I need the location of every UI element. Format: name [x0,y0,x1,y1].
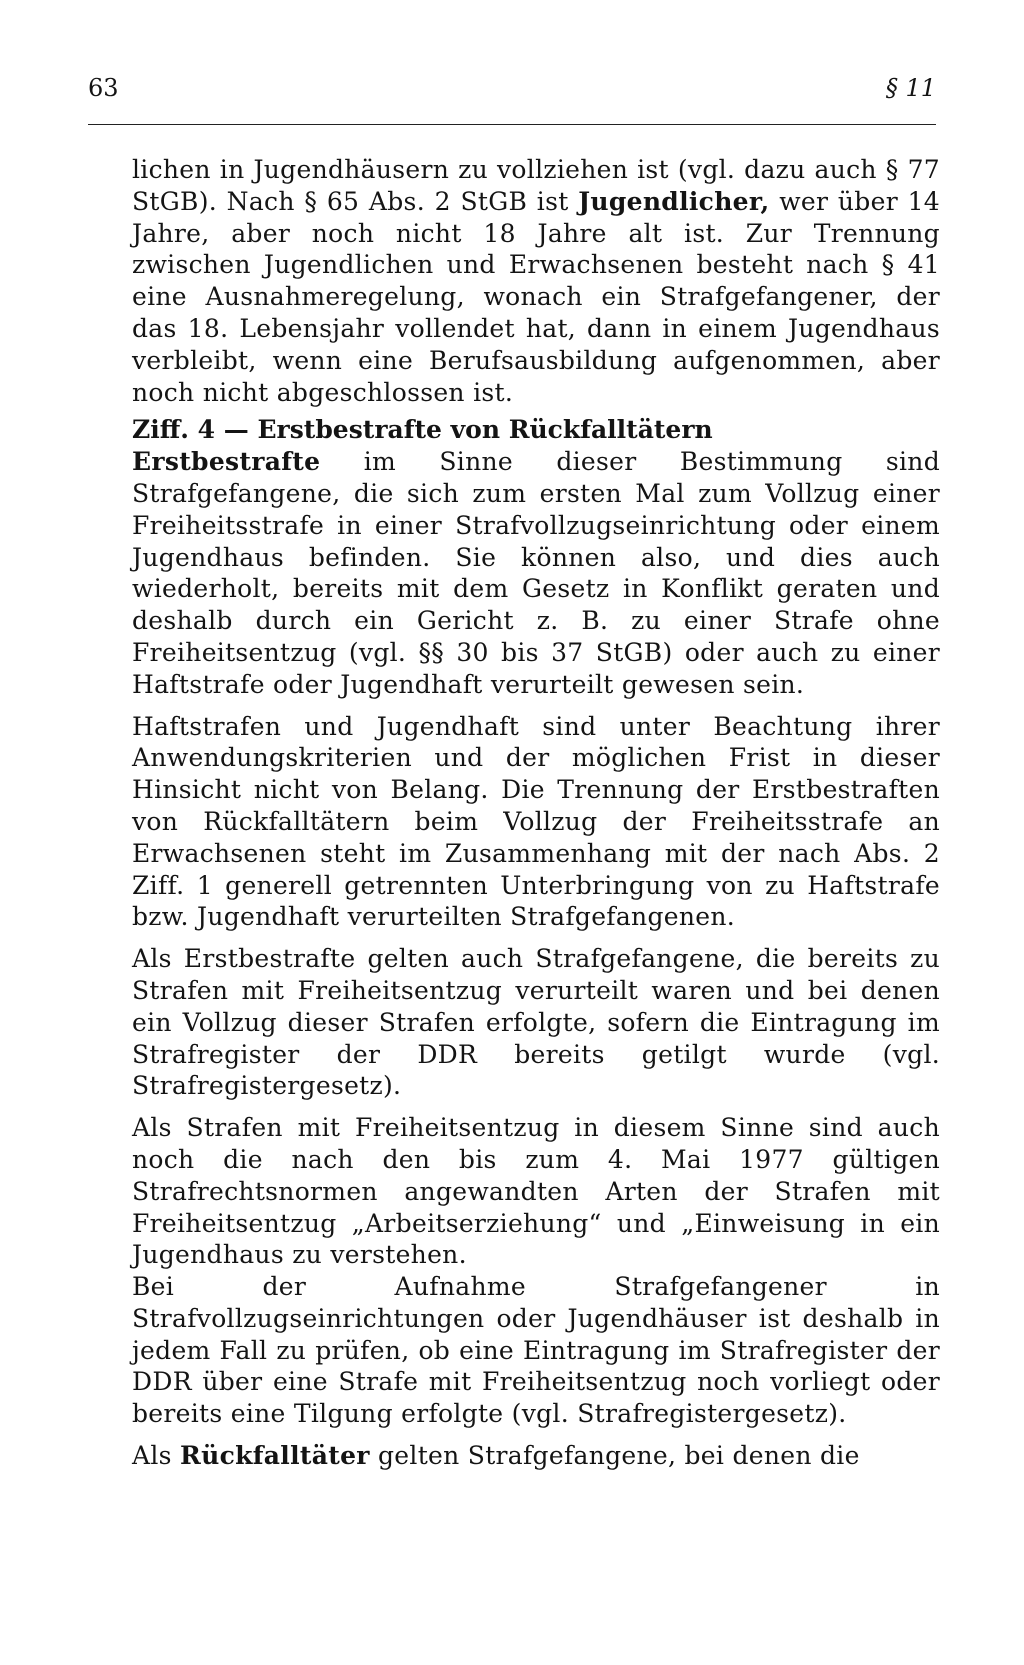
paragraph-text: wer über 14 Jahre, aber noch nicht 18 Jahre alt ist. Zur Trennung zwischen Jugendlichen und Erwachsenen besteht nach § 41 eine Ausnahmeregelung, wonach ein Strafgefangener, der das 18. Lebensjahr vollendet hat, dann in einem Jugendhaus verbleibt, wenn eine Berufsausbildung aufgenommen, aber noch nicht abgeschlossen ist. [132,186,940,407]
paragraph-jugendliche [132,154,940,408]
paragraph-text: im Sinne dieser Bestimmung sind Strafgefangene, die sich zum ersten Mal zum Vollzug einer Freiheitsstrafe in einer Strafvollzugseinrichtung oder einem Jugendhaus befinden. Sie können also, und dies auch wiederholt, bereits mit dem Gesetz in Konflikt geraten und deshalb durch ein Gericht z. B. zu einer Strafe ohne Freiheitsentzug (vgl. §§ 30 bis 37 StGB) oder auch zu einer Haftstrafe oder Jugendhaft verurteilt gewesen sein. [132,447,940,699]
term-erstbestrafte: Erstbestrafte [132,447,321,477]
paragraph-text: gelten Strafgefangene, bei denen die [369,1441,860,1471]
paragraph-haftstrafen: Haftstrafen und Jugendhaft sind unter Beachtung ihrer Anwendungskriterien und der möglichen Frist in dieser Hinsicht nicht von Belang. Die Trennung der Erstbestraften von Rückfalltätern beim Vollzug der Freiheitsstrafe an Erwachsenen steht im Zusammenhang mit der nach Abs. 2 Ziff. 1 generell getrennten Unterbringung von zu Haftstrafe bzw. Jugendhaft verurteilten Strafgefangenen. [132,711,940,932]
paragraph-text: Als [132,1441,181,1471]
paragraph-als-erstbestrafte: Als Erstbestrafte gelten auch Strafgefangene, die bereits zu Strafen mit Freiheitsentzug verurteilt waren und bei denen ein Vollzug dieser Strafen erfolgte, sofern die Eintragung im Strafregister der DDR bereits getilgt wurde (vgl. Strafregistergesetz). [132,944,940,1101]
term-jugendlicher: Jugendlicher, [578,186,770,216]
paragraph-text: lichen in Jugendhäusern zu vollziehen ist (vgl. dazu auch § 77 StGB). Nach § 65 Abs. 2 StGB ist [132,155,940,216]
section-mark: § 11 [885,74,936,102]
paragraph-erstbestrafte [132,446,940,700]
section-heading: Ziff. 4 — Erstbestrafte von Rückfalltätern [132,415,713,445]
paragraph-strafen-mit-freiheitsentzug: Als Strafen mit Freiheitsentzug in diesem Sinne sind auch noch die nach den bis zum 4. Mai 1977 gültigen Strafrechtsnormen angewandten Arten der Strafen mit Freiheitsentzug „Arbeitserziehung“ und „Einweisung in ein Jugendhaus zu verstehen. [132,1113,940,1270]
paragraph-rueckfalltaeter [132,1440,940,1472]
page-number: 63 [88,74,119,102]
term-rueckfalltaeter: Rückfalltäter [180,1441,370,1471]
header-rule [88,124,936,125]
page-body [132,154,940,1472]
paragraph-aufnahme: Bei der Aufnahme Strafgefangener in Strafvollzugseinrichtungen oder Jugendhäuser ist deshalb in jedem Fall zu prüfen, ob eine Eintragung im Strafregister der DDR über eine Strafe mit Freiheitsentzug noch vorliegt oder bereits eine Tilgung erfolgte (vgl. Strafregistergesetz). [132,1272,940,1429]
